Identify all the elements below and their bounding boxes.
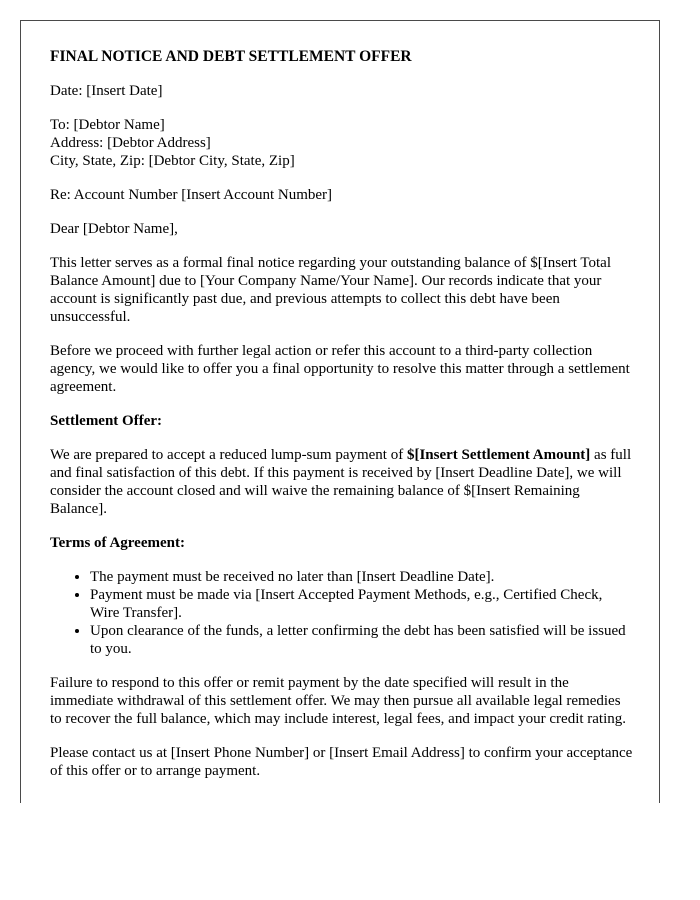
terms-heading: Terms of Agreement: [50,535,185,551]
re-line: Re: Account Number [Insert Account Number] [50,187,333,203]
paragraph-contact: Please contact us at [Insert Phone Number] or [Insert Email Address] to confirm your acceptance of this offer or to arrange payment. [50,745,633,779]
paragraph-balance-notice: This letter serves as a formal final notice regarding your outstanding balance of $[Insert Total Balance Amount] due to [Your Company Name/Your Name]. Our records indicate that your account is significantly past due, and previous attempts to collect this debt have been unsuccessful. [50,255,611,325]
letter-content [50,48,634,796]
settlement-text-after: as full and final satisfaction of this debt. If this payment is received by [Insert Deadline Date], we will consider the account closed and will waive the remaining balance of $[Insert Remaining Balance]. [50,447,632,517]
terms-list-item: • The payment must be received no later than [Insert Deadline Date]. [90,568,634,586]
settlement-offer-heading: Settlement Offer: [50,413,163,429]
address-to: To: [Debtor Name] [50,117,165,133]
date-line: Date: [Insert Date] [50,83,163,99]
settlement-text-before: We are prepared to accept a reduced lump-sum payment of [50,447,407,463]
address-block [50,116,634,170]
paragraph-final-opportunity: Before we proceed with further legal action or refer this account to a third-party collection agency, we would like to offer you a final opportunity to resolve this matter through a settlement agreement. [50,343,630,395]
paragraph-failure-consequences: Failure to respond to this offer or remit payment by the date specified will result in the immediate withdrawal of this settlement offer. We may then pursue all available legal remedies to recover the full balance, which may include interest, legal fees, and impact your credit rating. [50,675,627,727]
letter-page [20,20,660,803]
paragraph-settlement-offer [50,446,634,518]
address-city: City, State, Zip: [Debtor City, State, Zip] [50,153,295,169]
terms-list-item: • Payment must be made via [Insert Accepted Payment Methods, e.g., Certified Check, Wire Transfer]. [90,586,634,622]
address-street: Address: [Debtor Address] [50,135,211,151]
settlement-amount: $[Insert Settlement Amount] [406,447,591,463]
terms-list-item: • Upon clearance of the funds, a letter confirming the debt has been satisfied will be issued to you. [90,622,634,658]
letter-title: FINAL NOTICE AND DEBT SETTLEMENT OFFER [50,48,412,65]
terms-list [50,568,634,658]
salutation: Dear [Debtor Name], [50,221,178,237]
